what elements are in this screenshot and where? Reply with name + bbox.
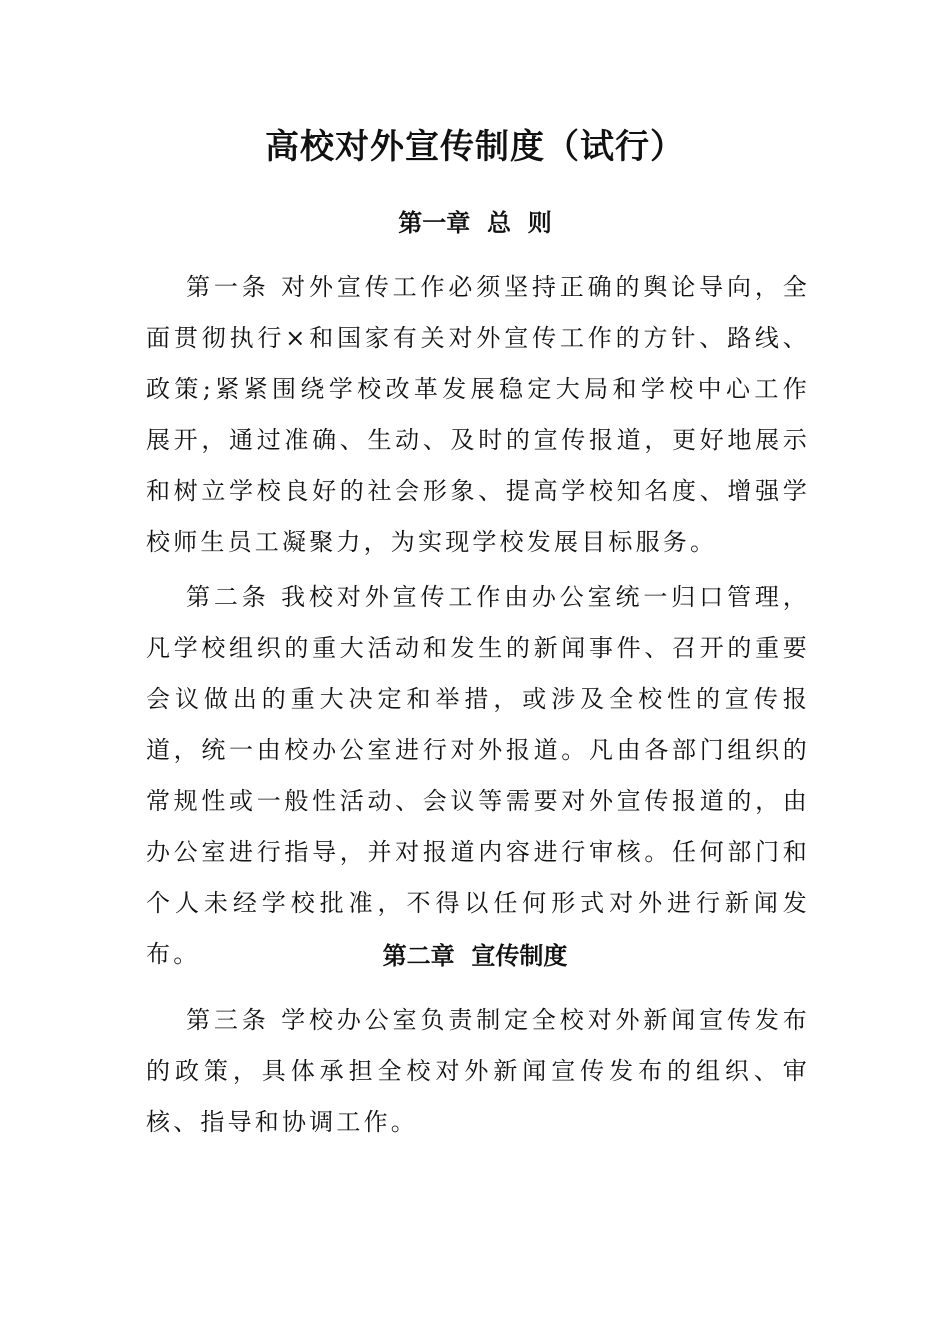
article-text: 我校对外宣传工作由办公室统一归口管理，凡学校组织的重大活动和发生的新闻事件、召开的重要会议做出的重大决定和举措，或涉及全校性的宣传报道，统一由校办公室进行对外报道。凡由各部门组织的常规性或一般性活动、会议等需要对外宣传报道的，由办公室进行指导，并对报道内容进行审核。任何部门和个人未经学校批准，不得以任何形式对外进行新闻发布。: [146, 583, 810, 968]
chapter-heading: 第一章 总 则: [398, 209, 552, 237]
article-text: 学校办公室负责制定全校对外新闻宣传发布的政策，具体承担全校对外新闻宣传发布的组织、审核、指导和协调工作。: [146, 1006, 810, 1136]
article-text: 对外宣传工作必须坚持正确的舆论导向，全面贯彻执行×和国家有关对外宣传工作的方针、路线、政策;紧紧围绕学校改革发展稳定大局和学校中心工作展开，通过准确、生动、及时的宣传报道，更好地展示和树立学校良好的社会形象、提高学校知名度、增强学校师生员工凝聚力，为实现学校发展目标服务。: [146, 273, 810, 556]
article-paragraph: [146, 995, 810, 1148]
chapter-heading: 第二章 宣传制度: [382, 942, 568, 970]
article-paragraph: [146, 262, 810, 568]
article-label: 第三条: [186, 1006, 270, 1034]
article-label: 第二条: [186, 583, 270, 611]
article-paragraph: [146, 572, 810, 980]
document-title: 高校对外宣传制度（试行）: [265, 127, 685, 167]
article-label: 第一条: [186, 273, 270, 301]
